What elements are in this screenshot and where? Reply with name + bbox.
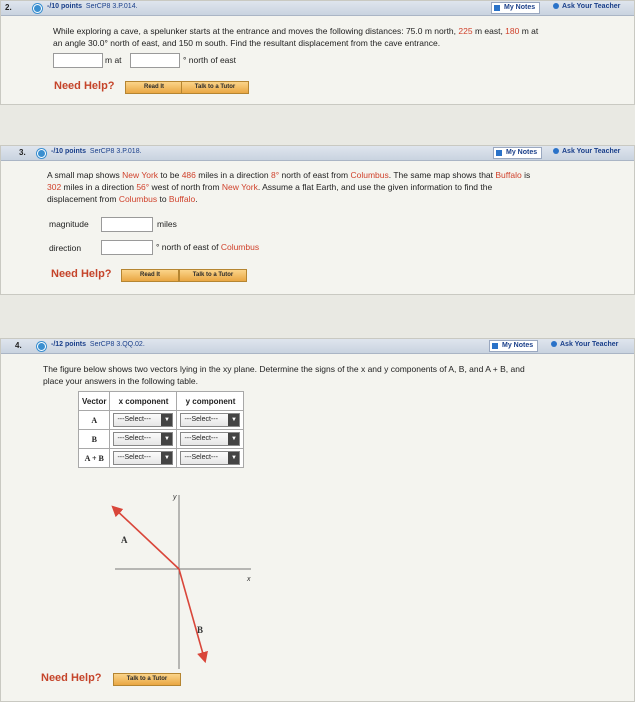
my-notes-button[interactable]: My Notes [489,340,538,352]
x-component-cell [110,411,177,430]
ask-icon [553,3,559,9]
dropdown-arrow-icon: ▼ [228,452,239,464]
x-axis-label: x [247,576,251,583]
y-component-cell [177,411,244,430]
x-component-cell [110,430,177,449]
col-header-x: x component [110,392,177,411]
ask-icon [553,148,559,154]
dropdown-arrow-icon: ▼ [161,452,172,464]
need-help-label: Need Help? [51,268,112,280]
y-component-cell [177,430,244,449]
select-dropdown[interactable]: ---Select--- ▼ [113,413,173,427]
y-component-cell [177,449,244,468]
magnitude-label: magnitude [49,219,89,229]
vector-b-arrow [179,569,205,661]
magnitude-input[interactable] [53,53,103,68]
talk-tutor-button[interactable]: Talk to a Tutor [179,269,247,282]
select-dropdown[interactable]: ---Select--- ▼ [113,451,173,465]
angle-unit-label: ° north of east [183,55,237,65]
vector-sum-cell: A + B [79,449,110,468]
question-number: 2. [5,3,12,12]
points-code: -/12 points SerCP8 3.QQ.02. [51,341,145,348]
y-axis-label: y [173,494,177,501]
components-table [78,391,244,468]
my-notes-button[interactable]: My Notes [493,147,542,159]
talk-tutor-button[interactable]: Talk to a Tutor [113,673,181,686]
expand-icon[interactable] [37,149,46,158]
question-number: 4. [15,341,22,350]
points-code: -/10 points SerCP8 3.P.014. [47,3,138,10]
question-2 [0,0,635,105]
vector-figure [101,491,281,671]
need-help-label: Need Help? [41,672,102,684]
expand-icon[interactable] [37,342,46,351]
vector-a-label: A [121,535,128,545]
vector-a-cell: A [79,411,110,430]
question-header [1,339,634,354]
read-it-button[interactable]: Read It [121,269,179,282]
vector-b-label: B [197,625,204,635]
vector-b-cell: B [79,430,110,449]
question-header [1,1,634,16]
select-dropdown[interactable]: ---Select--- ▼ [180,451,240,465]
question-text: While exploring a cave, a spelunker starts at the entrance and moves the following distances: 75.0 m north, 225 m east, 180 m at an angle 30.0° north of east, and 150 m south. Find the resultant displacement from the cave entrance. [53,26,539,48]
table-row [79,449,244,468]
unit-label: m at [105,55,122,65]
direction-label: direction [49,243,82,253]
col-header-y: y component [177,392,244,411]
question-header [1,146,634,161]
ask-teacher-button[interactable]: Ask Your Teacher [553,3,620,10]
table-row [79,430,244,449]
expand-icon[interactable] [33,4,42,13]
read-it-button[interactable]: Read It [125,81,183,94]
dropdown-arrow-icon: ▼ [228,414,239,426]
question-text: The figure below shows two vectors lying in the xy plane. Determine the signs of the x and y components of A, B, and A + B, and place your answers in the following table. [43,364,525,386]
ask-icon [551,341,557,347]
question-3 [0,145,635,295]
ask-teacher-button[interactable]: Ask Your Teacher [553,148,620,155]
talk-tutor-button[interactable]: Talk to a Tutor [181,81,249,94]
my-notes-button[interactable]: My Notes [491,2,540,14]
question-4 [0,338,635,702]
col-header-vector: Vector [79,392,110,411]
direction-unit-label: ° north of east of Columbus [156,242,260,252]
ask-teacher-button[interactable]: Ask Your Teacher [551,341,618,348]
dropdown-arrow-icon: ▼ [161,433,172,445]
table-header-row [79,392,244,411]
select-dropdown[interactable]: ---Select--- ▼ [180,432,240,446]
miles-label: miles [157,219,177,229]
question-text: A small map shows New York to be 486 miles in a direction 8° north of east from Columbus. The same map shows that Buffalo is 302 miles in a direction 56° west of north from New York. Assume a flat Earth, and use the given information to find the displacement from Columbus to Buffalo. [47,170,531,204]
select-dropdown[interactable]: ---Select--- ▼ [180,413,240,427]
need-help-label: Need Help? [54,80,115,92]
x-component-cell [110,449,177,468]
table-row [79,411,244,430]
points-code: -/10 points SerCP8 3.P.018. [51,148,142,155]
direction-input[interactable] [101,240,153,255]
dropdown-arrow-icon: ▼ [161,414,172,426]
question-number: 3. [19,148,26,157]
dropdown-arrow-icon: ▼ [228,433,239,445]
angle-input[interactable] [130,53,180,68]
magnitude-input[interactable] [101,217,153,232]
select-dropdown[interactable]: ---Select--- ▼ [113,432,173,446]
